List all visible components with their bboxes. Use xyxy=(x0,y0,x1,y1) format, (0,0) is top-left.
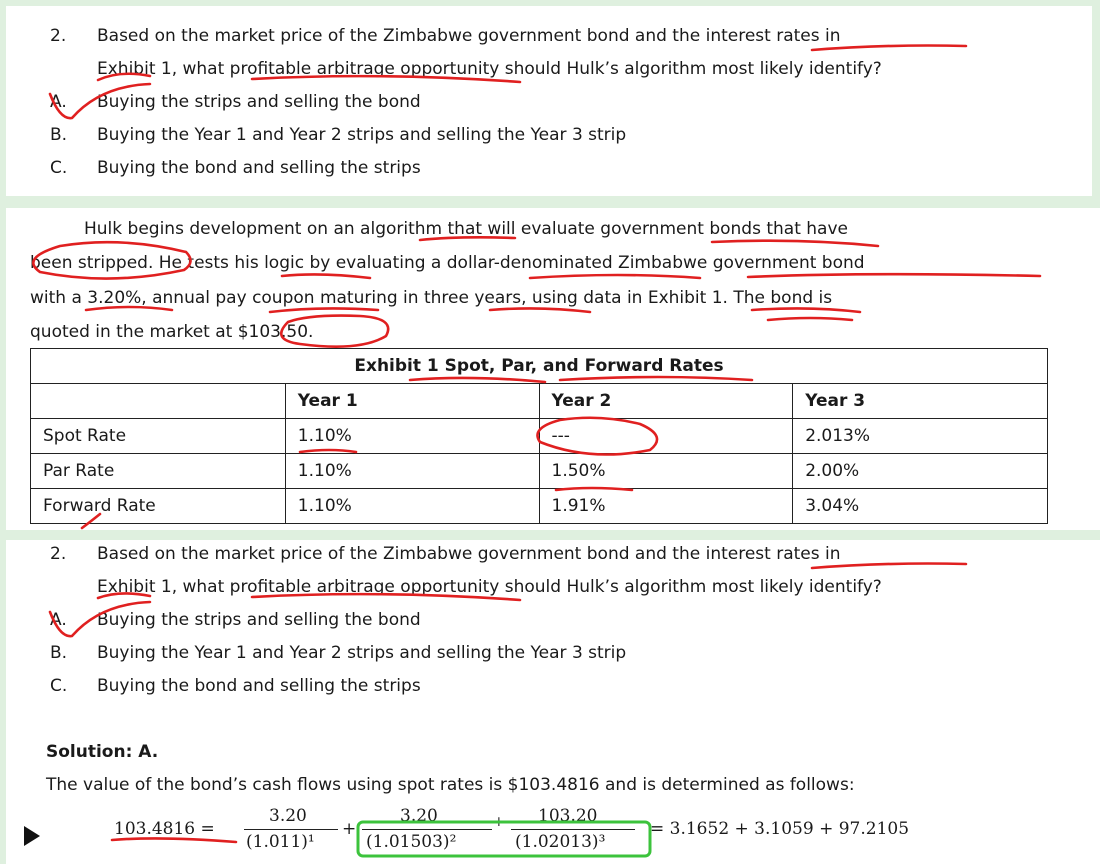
row-label: Forward Rate xyxy=(31,489,286,524)
table-cell: 2.00% xyxy=(793,454,1048,489)
solution-panel xyxy=(6,540,1100,864)
question-line-1: Based on the market price of the Zimbabwe government bond and the interest rates in xyxy=(97,26,841,46)
case-line-4: quoted in the market at $103.50. xyxy=(30,322,314,342)
case-panel xyxy=(6,208,1100,530)
table-cell: 2.013% xyxy=(793,419,1048,454)
header-cell: Year 3 xyxy=(793,384,1048,419)
denominator-3: (1.02013)³ xyxy=(515,832,606,852)
table-caption-row xyxy=(31,349,1048,384)
question-number: 2. xyxy=(50,26,67,46)
option-b-text: Buying the Year 1 and Year 2 strips and selling the Year 3 strip xyxy=(97,643,627,663)
equation-lhs: 103.4816 = xyxy=(114,819,215,839)
option-c-letter: C. xyxy=(50,158,68,178)
table-cell: 1.50% xyxy=(539,454,793,489)
table-header-row xyxy=(31,384,1048,419)
fraction-bar-3 xyxy=(511,829,635,830)
fraction-bar-1 xyxy=(244,829,338,830)
plus-sign-2: + xyxy=(493,814,505,830)
case-line-1: Hulk begins development on an algorithm that will evaluate government bonds that have xyxy=(84,219,848,239)
row-label: Par Rate xyxy=(31,454,286,489)
solution-heading: Solution: A. xyxy=(46,742,159,762)
option-c-text: Buying the bond and selling the strips xyxy=(97,158,421,178)
option-c-letter: C. xyxy=(50,676,68,696)
denominator-1: (1.011)¹ xyxy=(246,832,315,852)
option-a-letter: A. xyxy=(50,610,67,630)
option-a-text: Buying the strips and selling the bond xyxy=(97,610,421,630)
question-line-2: Exhibit 1, what profitable arbitrage opportunity should Hulk’s algorithm most likely identify? xyxy=(97,577,882,597)
case-line-2: been stripped. He tests his logic by evaluating a dollar-denominated Zimbabwe government bond xyxy=(30,253,865,273)
table-row xyxy=(31,489,1048,524)
header-cell xyxy=(31,384,286,419)
header-cell: Year 2 xyxy=(539,384,793,419)
table-cell: 1.10% xyxy=(285,489,539,524)
table-cell: 1.91% xyxy=(539,489,793,524)
table-row xyxy=(31,454,1048,489)
plus-sign-1: + xyxy=(342,819,357,839)
table-cell: 1.10% xyxy=(285,454,539,489)
table-cell: --- xyxy=(539,419,793,454)
play-icon[interactable] xyxy=(24,826,40,846)
case-line-3: with a 3.20%, annual pay coupon maturing in three years, using data in Exhibit 1. The bond is xyxy=(30,288,833,308)
question-line-2: Exhibit 1, what profitable arbitrage opportunity should Hulk’s algorithm most likely identify? xyxy=(97,59,882,79)
option-b-text: Buying the Year 1 and Year 2 strips and selling the Year 3 strip xyxy=(97,125,627,145)
header-cell: Year 1 xyxy=(285,384,539,419)
option-c-text: Buying the bond and selling the strips xyxy=(97,676,421,696)
option-b-letter: B. xyxy=(50,643,68,663)
table-cell: 3.04% xyxy=(793,489,1048,524)
denominator-2: (1.01503)² xyxy=(366,832,457,852)
table-row xyxy=(31,419,1048,454)
solution-text: The value of the bond’s cash flows using spot rates is $103.4816 and is determined as follows: xyxy=(46,775,855,795)
fraction-bar-2 xyxy=(362,829,492,830)
row-label: Spot Rate xyxy=(31,419,286,454)
exhibit-table xyxy=(30,348,1048,524)
numerator-3: 103.20 xyxy=(538,806,598,826)
exhibit-caption: Exhibit 1 Spot, Par, and Forward Rates xyxy=(31,349,1048,384)
numerator-1: 3.20 xyxy=(269,806,307,826)
question-panel-top xyxy=(6,6,1092,196)
equation-rhs: = 3.1652 + 3.1059 + 97.2105 xyxy=(650,819,910,839)
option-a-letter: A. xyxy=(50,92,67,112)
table-cell: 1.10% xyxy=(285,419,539,454)
option-b-letter: B. xyxy=(50,125,68,145)
option-a-text: Buying the strips and selling the bond xyxy=(97,92,421,112)
question-line-1: Based on the market price of the Zimbabwe government bond and the interest rates in xyxy=(97,544,841,564)
numerator-2: 3.20 xyxy=(400,806,438,826)
question-number: 2. xyxy=(50,544,67,564)
